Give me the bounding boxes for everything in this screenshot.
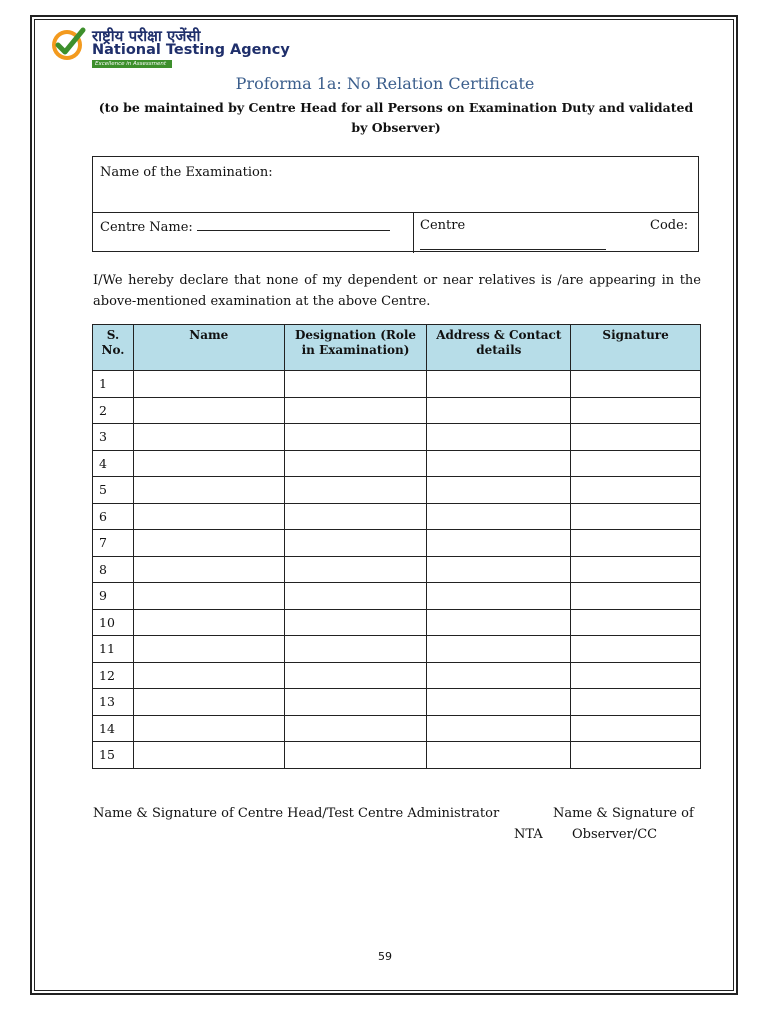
page-subtitle: (to be maintained by Centre Head for all Persons on Examination Duty and validated by Observer) bbox=[98, 100, 694, 135]
table-row bbox=[93, 583, 701, 610]
relations-table bbox=[92, 324, 701, 769]
name-cell[interactable] bbox=[133, 424, 284, 451]
address-cell[interactable] bbox=[427, 742, 571, 769]
col-name: Name bbox=[133, 325, 284, 371]
address-cell[interactable] bbox=[427, 715, 571, 742]
signature-cell[interactable] bbox=[571, 662, 701, 689]
centre-head-signature-label: Name & Signature of Centre Head/Test Centre Administrator bbox=[93, 806, 500, 821]
signature-cell[interactable] bbox=[571, 583, 701, 610]
designation-cell[interactable] bbox=[284, 397, 427, 424]
col-signature: Signature bbox=[571, 325, 701, 371]
centre-code-label-left: Centre bbox=[420, 218, 466, 233]
table-row bbox=[93, 715, 701, 742]
name-cell[interactable] bbox=[133, 609, 284, 636]
designation-cell[interactable] bbox=[284, 662, 427, 689]
address-cell[interactable] bbox=[427, 689, 571, 716]
row-number: 13 bbox=[93, 689, 134, 716]
table-row bbox=[93, 662, 701, 689]
table-row bbox=[93, 450, 701, 477]
exam-name-label: Name of the Examination: bbox=[100, 165, 273, 180]
address-cell[interactable] bbox=[427, 530, 571, 557]
name-cell[interactable] bbox=[133, 371, 284, 398]
name-cell[interactable] bbox=[133, 556, 284, 583]
row-number: 4 bbox=[93, 450, 134, 477]
observer-signature-cc: Observer/CC bbox=[572, 827, 658, 842]
table-row bbox=[93, 397, 701, 424]
name-cell[interactable] bbox=[133, 715, 284, 742]
designation-cell[interactable] bbox=[284, 689, 427, 716]
table-row bbox=[93, 556, 701, 583]
designation-cell[interactable] bbox=[284, 636, 427, 663]
nta-logo bbox=[50, 26, 290, 70]
designation-cell[interactable] bbox=[284, 742, 427, 769]
row-number: 9 bbox=[93, 583, 134, 610]
exam-info-box bbox=[92, 156, 699, 252]
table-row bbox=[93, 636, 701, 663]
row-number: 7 bbox=[93, 530, 134, 557]
table-row bbox=[93, 742, 701, 769]
name-cell[interactable] bbox=[133, 450, 284, 477]
declaration-text: I/We hereby declare that none of my dependent or near relatives is /are appearing in the above-mentioned examination at the above Centre. bbox=[93, 273, 701, 309]
row-number: 2 bbox=[93, 397, 134, 424]
signature-cell[interactable] bbox=[571, 397, 701, 424]
page-title: Proforma 1a: No Relation Certificate bbox=[235, 74, 535, 93]
address-cell[interactable] bbox=[427, 371, 571, 398]
row-number: 3 bbox=[93, 424, 134, 451]
signature-cell[interactable] bbox=[571, 689, 701, 716]
signature-cell[interactable] bbox=[571, 742, 701, 769]
row-number: 8 bbox=[93, 556, 134, 583]
designation-cell[interactable] bbox=[284, 424, 427, 451]
name-cell[interactable] bbox=[133, 530, 284, 557]
designation-cell[interactable] bbox=[284, 530, 427, 557]
name-cell[interactable] bbox=[133, 689, 284, 716]
centre-code-label-right: Code: bbox=[650, 218, 689, 233]
address-cell[interactable] bbox=[427, 636, 571, 663]
row-number: 5 bbox=[93, 477, 134, 504]
table-row bbox=[93, 609, 701, 636]
row-number: 10 bbox=[93, 609, 134, 636]
row-number: 15 bbox=[93, 742, 134, 769]
address-cell[interactable] bbox=[427, 583, 571, 610]
address-cell[interactable] bbox=[427, 609, 571, 636]
logo-english-text: National Testing Agency bbox=[92, 42, 290, 58]
name-cell[interactable] bbox=[133, 742, 284, 769]
centre-name-label: Centre Name: bbox=[100, 220, 193, 235]
col-sno: S. No. bbox=[93, 325, 134, 371]
designation-cell[interactable] bbox=[284, 609, 427, 636]
signature-cell[interactable] bbox=[571, 556, 701, 583]
exam-name-row bbox=[93, 157, 698, 213]
row-number: 6 bbox=[93, 503, 134, 530]
table-row bbox=[93, 424, 701, 451]
centre-code-blank[interactable] bbox=[420, 237, 606, 250]
name-cell[interactable] bbox=[133, 636, 284, 663]
designation-cell[interactable] bbox=[284, 371, 427, 398]
observer-signature-nta: NTA bbox=[514, 827, 543, 842]
logo-tagline: Excellence in Assessment bbox=[92, 60, 172, 68]
address-cell[interactable] bbox=[427, 556, 571, 583]
page-number: 59 bbox=[378, 950, 392, 963]
address-cell[interactable] bbox=[427, 397, 571, 424]
signature-cell[interactable] bbox=[571, 530, 701, 557]
signature-cell[interactable] bbox=[571, 477, 701, 504]
address-cell[interactable] bbox=[427, 662, 571, 689]
signature-cell[interactable] bbox=[571, 371, 701, 398]
table-row bbox=[93, 477, 701, 504]
signature-cell[interactable] bbox=[571, 450, 701, 477]
address-cell[interactable] bbox=[427, 503, 571, 530]
signature-cell[interactable] bbox=[571, 715, 701, 742]
centre-name-field[interactable] bbox=[100, 218, 390, 235]
address-cell[interactable] bbox=[427, 424, 571, 451]
designation-cell[interactable] bbox=[284, 715, 427, 742]
nta-checkmark-icon bbox=[50, 26, 86, 62]
table-row bbox=[93, 530, 701, 557]
logo-hindi-text: राष्ट्रीय परीक्षा एजेंसी bbox=[92, 27, 201, 45]
signature-cell[interactable] bbox=[571, 636, 701, 663]
address-cell[interactable] bbox=[427, 450, 571, 477]
name-cell[interactable] bbox=[133, 477, 284, 504]
observer-signature-label: Name & Signature of bbox=[553, 806, 694, 821]
name-cell[interactable] bbox=[133, 662, 284, 689]
col-designation: Designation (Role in Examination) bbox=[284, 325, 427, 371]
table-row bbox=[93, 689, 701, 716]
designation-cell[interactable] bbox=[284, 503, 427, 530]
centre-name-blank[interactable] bbox=[197, 218, 390, 231]
name-cell[interactable] bbox=[133, 397, 284, 424]
row-number: 14 bbox=[93, 715, 134, 742]
signature-cell[interactable] bbox=[571, 503, 701, 530]
table-row bbox=[93, 503, 701, 530]
row-number: 11 bbox=[93, 636, 134, 663]
name-cell[interactable] bbox=[133, 583, 284, 610]
col-address: Address & Contact details bbox=[427, 325, 571, 371]
designation-cell[interactable] bbox=[284, 477, 427, 504]
table-body bbox=[93, 371, 701, 769]
designation-cell[interactable] bbox=[284, 450, 427, 477]
row-number: 12 bbox=[93, 662, 134, 689]
signature-cell[interactable] bbox=[571, 424, 701, 451]
signature-cell[interactable] bbox=[571, 609, 701, 636]
table-row bbox=[93, 371, 701, 398]
row-number: 1 bbox=[93, 371, 134, 398]
designation-cell[interactable] bbox=[284, 556, 427, 583]
info-divider bbox=[413, 213, 414, 253]
table-header-row bbox=[93, 325, 701, 371]
name-cell[interactable] bbox=[133, 503, 284, 530]
designation-cell[interactable] bbox=[284, 583, 427, 610]
address-cell[interactable] bbox=[427, 477, 571, 504]
